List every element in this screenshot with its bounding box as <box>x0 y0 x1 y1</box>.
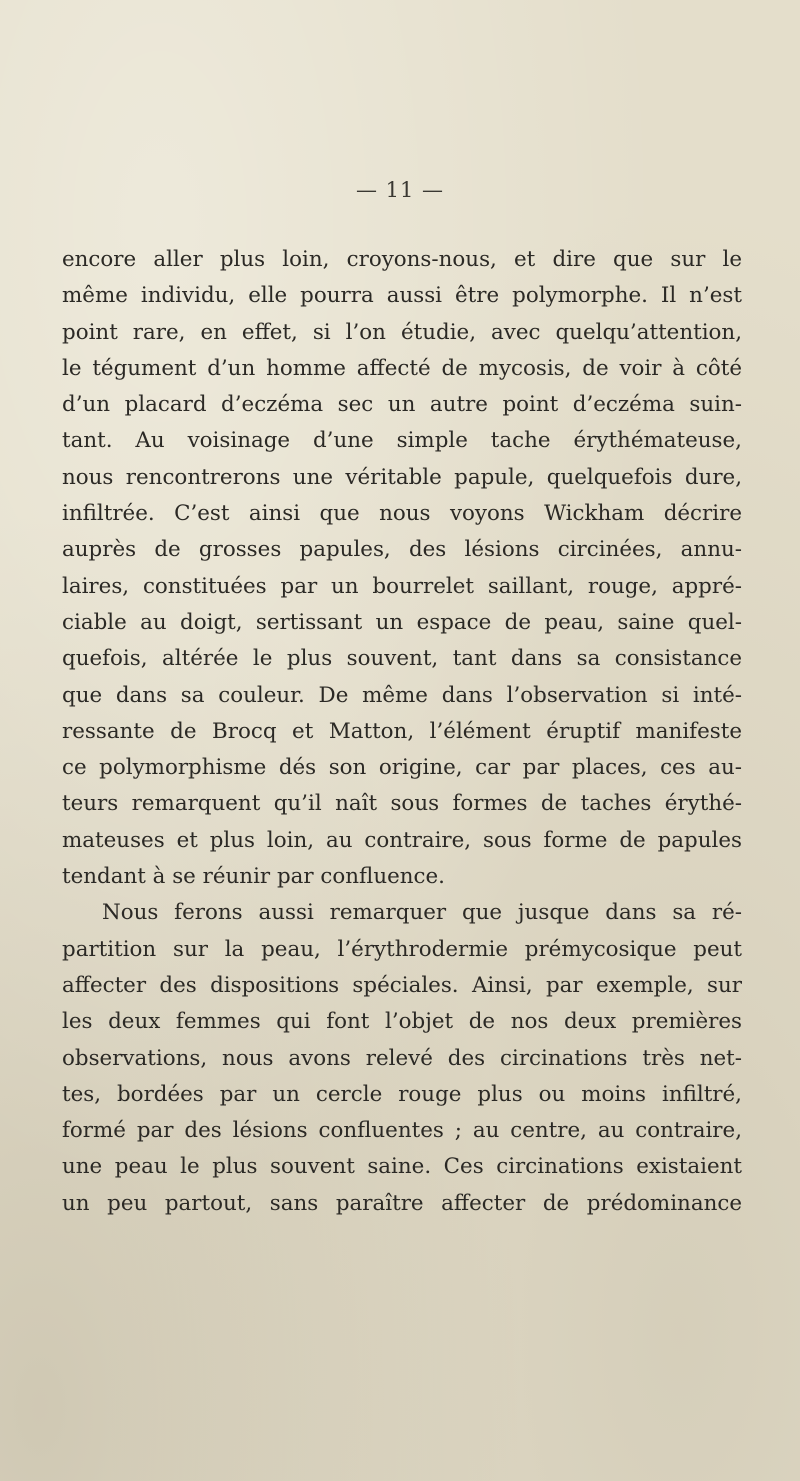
text-line: les deux femmes qui font l’objet de nos deux premières <box>62 1009 742 1035</box>
text-line: un peu partout, sans paraître affecter de prédominance <box>62 1190 742 1216</box>
text-line: quefois, altérée le plus souvent, tant dans sa consistance <box>62 646 742 672</box>
text-line: le tégument d’un homme affecté de mycosis, de voir à côté <box>62 355 742 381</box>
text-line: ce polymorphisme dés son origine, car par places, ces au- <box>62 755 742 781</box>
text-line: encore aller plus loin, croyons-nous, et dire que sur le <box>62 247 742 272</box>
text-line: observations, nous avons relevé des circinations très net- <box>62 1045 742 1071</box>
text-line: infiltrée. C’est ainsi que nous voyons Wickham décrire <box>62 501 742 527</box>
text-line: nous rencontrerons une véritable papule, quelquefois dure, <box>62 464 742 490</box>
text-line: partition sur la peau, l’érythrodermie prémycosique peut <box>62 936 742 962</box>
text-line: laires, constituées par un bourrelet saillant, rouge, appré- <box>62 573 742 599</box>
text-line: formé par des lésions confluentes ; au centre, au contraire, <box>62 1118 742 1144</box>
text-line: tendant à se réunir par confluence. <box>62 864 445 890</box>
paragraph-1 <box>62 242 742 895</box>
text-line: point rare, en effet, si l’on étudie, avec quelqu’attention, <box>62 319 742 345</box>
text-line: même individu, elle pourra aussi être polymorphe. Il n’est <box>62 283 742 309</box>
text-line: tant. Au voisinage d’une simple tache érythémateuse, <box>62 428 742 454</box>
text-line: mateuses et plus loin, au contraire, sous forme de papules <box>62 827 742 853</box>
text-line: ciable au doigt, sertissant un espace de peau, saine quel- <box>62 609 742 635</box>
text-line: une peau le plus souvent saine. Ces circinations existaient <box>62 1154 742 1180</box>
text-line: d’un placard d’eczéma sec un autre point d’eczéma suin- <box>62 392 742 418</box>
text-line: affecter des dispositions spéciales. Ainsi, par exemple, sur <box>62 972 742 998</box>
text-line: tes, bordées par un cercle rouge plus ou moins infiltré, <box>62 1081 742 1107</box>
text-line: auprès de grosses papules, des lésions circinées, annu- <box>62 537 742 563</box>
body-text <box>62 242 742 1222</box>
text-line: que dans sa couleur. De même dans l’observation si inté- <box>62 682 742 708</box>
text-line: teurs remarquent qu’il naît sous formes de taches érythé- <box>62 791 742 817</box>
paragraph-2 <box>62 895 742 1222</box>
page-number: — 11 — <box>355 178 445 202</box>
text-line: Nous ferons aussi remarquer que jusque dans sa ré- <box>102 900 742 926</box>
text-line: ressante de Brocq et Matton, l’élément éruptif manifeste <box>62 718 742 744</box>
